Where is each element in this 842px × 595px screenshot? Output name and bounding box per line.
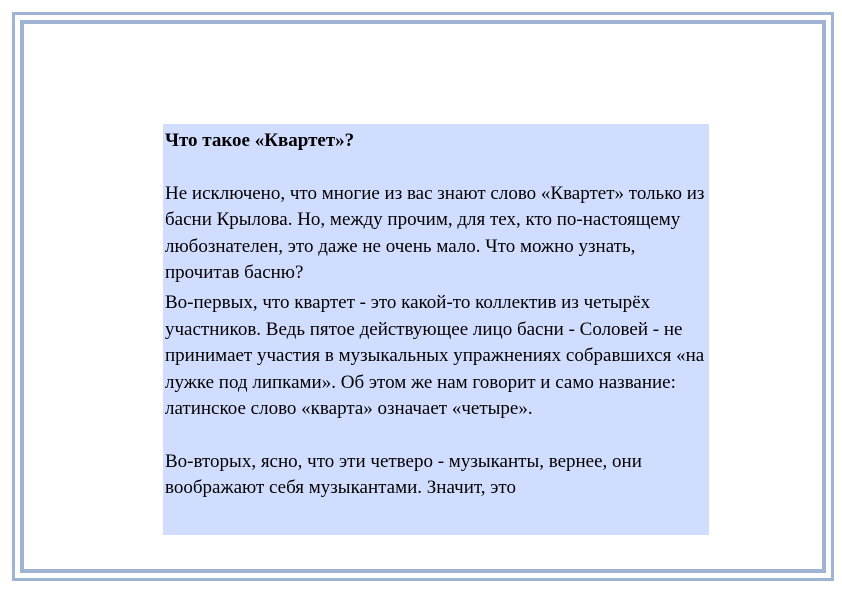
paragraph-spacer xyxy=(165,422,707,448)
paragraph-3: Во-вторых, ясно, что эти четверо - музыканты, вернее, они воображают себя музыкантами. Значит, это xyxy=(165,450,642,499)
slide-text-box[interactable] xyxy=(163,124,709,535)
slide-title: Что такое «Квартет»? xyxy=(165,130,355,151)
paragraph-spacer xyxy=(165,154,707,180)
paragraph-1: Не исключено, что многие из вас знают слово «Квартет» только из басни Крылова. Но, между прочим, для тех, кто по-настоящему любознателен, это даже не очень мало. Что можно узнать, прочитав басню? xyxy=(165,182,705,283)
paragraph-2: Во-первых, что квартет - это какой-то коллектив из четырёх участников. Ведь пятое действующее лицо басни - Соловей - не принимает участия в музыкальных упражнениях собравшихся «на лужке под липками». Об этом же нам говорит и само название: латинское слово «кварта» означает «четыре». xyxy=(165,292,705,420)
